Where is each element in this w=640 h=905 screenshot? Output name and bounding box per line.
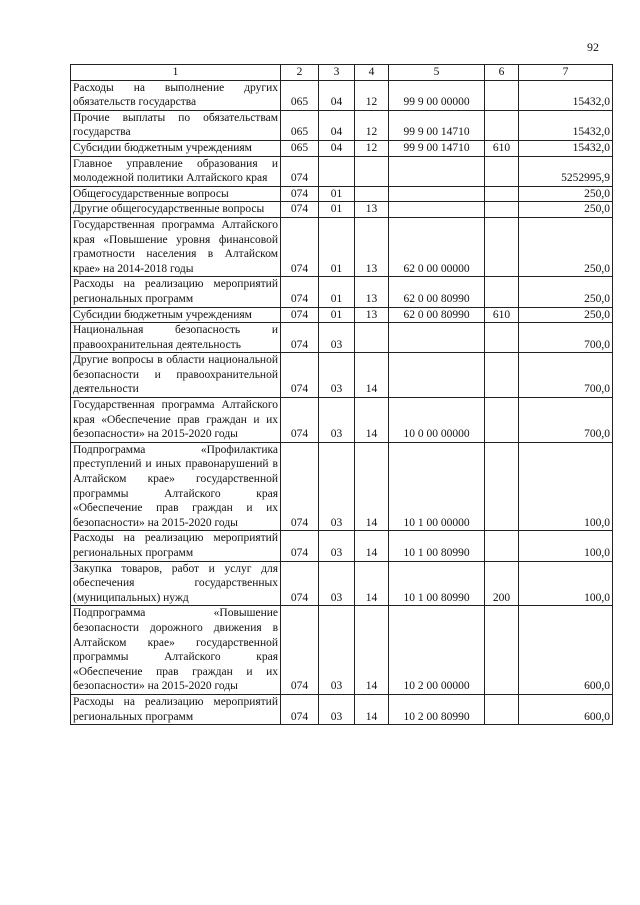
target-article-cell: 99 9 00 00000 (389, 80, 485, 110)
target-article-cell: 62 0 00 80990 (389, 277, 485, 307)
subsection-code-cell: 13 (355, 307, 389, 323)
row-name-cell: Субсидии бюджетным учреждениям (71, 140, 281, 156)
expense-type-cell (485, 277, 519, 307)
amount-cell: 250,0 (519, 277, 613, 307)
target-article-cell: 10 1 00 80990 (389, 531, 485, 561)
column-header: 1 (71, 65, 281, 81)
amount-cell: 700,0 (519, 323, 613, 353)
target-article-cell: 99 9 00 14710 (389, 110, 485, 140)
section-code-cell: 03 (319, 531, 355, 561)
subsection-code-cell: 14 (355, 606, 389, 695)
row-name-cell: Государственная программа Алтайского края «Повышение уровня финансовой грамотности населения в Алтайском крае» на 2014-2018 годы (71, 217, 281, 276)
section-code-cell: 01 (319, 186, 355, 202)
subsection-code-cell: 14 (355, 398, 389, 443)
amount-cell: 600,0 (519, 606, 613, 695)
ved-code-cell: 074 (281, 307, 319, 323)
amount-cell: 700,0 (519, 398, 613, 443)
section-code-cell (319, 156, 355, 186)
subsection-code-cell: 14 (355, 353, 389, 398)
column-header: 7 (519, 65, 613, 81)
section-code-cell: 03 (319, 694, 355, 724)
table-row (71, 442, 613, 531)
expense-type-cell (485, 217, 519, 276)
expense-type-cell (485, 442, 519, 531)
section-code-cell: 01 (319, 202, 355, 218)
table-row (71, 398, 613, 443)
section-code-cell: 03 (319, 561, 355, 606)
subsection-code-cell: 14 (355, 442, 389, 531)
ved-code-cell: 074 (281, 277, 319, 307)
budget-table (70, 64, 613, 725)
amount-cell: 15432,0 (519, 110, 613, 140)
section-code-cell: 03 (319, 353, 355, 398)
ved-code-cell: 074 (281, 694, 319, 724)
amount-cell: 250,0 (519, 307, 613, 323)
target-article-cell: 62 0 00 00000 (389, 217, 485, 276)
table-row (71, 323, 613, 353)
subsection-code-cell (355, 186, 389, 202)
page-number: 92 (587, 40, 599, 54)
table-row (71, 277, 613, 307)
column-header: 6 (485, 65, 519, 81)
expense-type-cell (485, 110, 519, 140)
target-article-cell (389, 353, 485, 398)
subsection-code-cell: 14 (355, 531, 389, 561)
row-name-cell: Государственная программа Алтайского края «Обеспечение прав граждан и их безопасности» на 2015-2020 годы (71, 398, 281, 443)
table-row (71, 606, 613, 695)
amount-cell: 5252995,9 (519, 156, 613, 186)
expense-type-cell (485, 80, 519, 110)
expense-type-cell (485, 186, 519, 202)
expense-type-cell (485, 353, 519, 398)
amount-cell: 100,0 (519, 442, 613, 531)
row-name-cell: Главное управление образования и молодежной политики Алтайского края (71, 156, 281, 186)
section-code-cell: 01 (319, 307, 355, 323)
expense-type-cell (485, 156, 519, 186)
expense-type-cell (485, 531, 519, 561)
target-article-cell: 10 0 00 00000 (389, 398, 485, 443)
target-article-cell: 10 2 00 80990 (389, 694, 485, 724)
amount-cell: 100,0 (519, 561, 613, 606)
section-code-cell: 04 (319, 140, 355, 156)
ved-code-cell: 065 (281, 80, 319, 110)
row-name-cell: Расходы на выполнение других обязательств государства (71, 80, 281, 110)
target-article-cell: 10 2 00 00000 (389, 606, 485, 695)
table-row (71, 694, 613, 724)
target-article-cell (389, 156, 485, 186)
target-article-cell (389, 202, 485, 218)
ved-code-cell: 074 (281, 186, 319, 202)
row-name-cell: Расходы на реализацию мероприятий региональных программ (71, 694, 281, 724)
section-code-cell: 01 (319, 277, 355, 307)
subsection-code-cell: 13 (355, 217, 389, 276)
row-name-cell: Другие вопросы в области национальной безопасности и правоохранительной деятельности (71, 353, 281, 398)
table-row (71, 110, 613, 140)
amount-cell: 250,0 (519, 217, 613, 276)
target-article-cell: 10 1 00 00000 (389, 442, 485, 531)
amount-cell: 250,0 (519, 186, 613, 202)
subsection-code-cell: 14 (355, 694, 389, 724)
row-name-cell: Национальная безопасность и правоохранительная деятельность (71, 323, 281, 353)
table-row (71, 140, 613, 156)
amount-cell: 600,0 (519, 694, 613, 724)
ved-code-cell: 065 (281, 140, 319, 156)
column-header: 3 (319, 65, 355, 81)
ved-code-cell: 074 (281, 531, 319, 561)
section-code-cell: 03 (319, 323, 355, 353)
table-row (71, 217, 613, 276)
section-code-cell: 03 (319, 398, 355, 443)
expense-type-cell (485, 202, 519, 218)
row-name-cell: Закупка товаров, работ и услуг для обеспечения государственных (муниципальных) нужд (71, 561, 281, 606)
column-header: 4 (355, 65, 389, 81)
table-header-row (71, 65, 613, 81)
subsection-code-cell: 12 (355, 110, 389, 140)
section-code-cell: 04 (319, 80, 355, 110)
column-header: 5 (389, 65, 485, 81)
ved-code-cell: 074 (281, 217, 319, 276)
row-name-cell: Подпрограмма «Профилактика преступлений и иных правонарушений в Алтайском крае» государственной программы Алтайского края «Обеспечение прав граждан и их безопасности» на 2015-2020 годы (71, 442, 281, 531)
table-row (71, 80, 613, 110)
column-header: 2 (281, 65, 319, 81)
table-row (71, 353, 613, 398)
section-code-cell: 01 (319, 217, 355, 276)
amount-cell: 15432,0 (519, 80, 613, 110)
ved-code-cell: 074 (281, 323, 319, 353)
subsection-code-cell (355, 156, 389, 186)
expense-type-cell: 200 (485, 561, 519, 606)
table-row (71, 186, 613, 202)
table-row (71, 561, 613, 606)
expense-type-cell: 610 (485, 140, 519, 156)
amount-cell: 250,0 (519, 202, 613, 218)
row-name-cell: Общегосударственные вопросы (71, 186, 281, 202)
subsection-code-cell: 12 (355, 140, 389, 156)
ved-code-cell: 074 (281, 156, 319, 186)
ved-code-cell: 074 (281, 398, 319, 443)
subsection-code-cell: 12 (355, 80, 389, 110)
ved-code-cell: 074 (281, 606, 319, 695)
section-code-cell: 03 (319, 606, 355, 695)
subsection-code-cell: 14 (355, 561, 389, 606)
ved-code-cell: 074 (281, 202, 319, 218)
row-name-cell: Прочие выплаты по обязательствам государства (71, 110, 281, 140)
expense-type-cell (485, 398, 519, 443)
row-name-cell: Другие общегосударственные вопросы (71, 202, 281, 218)
section-code-cell: 04 (319, 110, 355, 140)
ved-code-cell: 074 (281, 561, 319, 606)
target-article-cell (389, 323, 485, 353)
table-row (71, 156, 613, 186)
ved-code-cell: 074 (281, 353, 319, 398)
table-row (71, 531, 613, 561)
ved-code-cell: 065 (281, 110, 319, 140)
expense-type-cell (485, 606, 519, 695)
table-row (71, 307, 613, 323)
section-code-cell: 03 (319, 442, 355, 531)
target-article-cell: 99 9 00 14710 (389, 140, 485, 156)
target-article-cell: 62 0 00 80990 (389, 307, 485, 323)
row-name-cell: Расходы на реализацию мероприятий региональных программ (71, 277, 281, 307)
subsection-code-cell: 13 (355, 202, 389, 218)
table-row (71, 202, 613, 218)
amount-cell: 700,0 (519, 353, 613, 398)
expense-type-cell (485, 694, 519, 724)
target-article-cell: 10 1 00 80990 (389, 561, 485, 606)
row-name-cell: Расходы на реализацию мероприятий региональных программ (71, 531, 281, 561)
target-article-cell (389, 186, 485, 202)
ved-code-cell: 074 (281, 442, 319, 531)
expense-type-cell (485, 323, 519, 353)
amount-cell: 15432,0 (519, 140, 613, 156)
row-name-cell: Подпрограмма «Повышение безопасности дорожного движения в Алтайском крае» государственной программы Алтайского края «Обеспечение прав граждан и их безопасности» на 2015-2020 годы (71, 606, 281, 695)
amount-cell: 100,0 (519, 531, 613, 561)
expense-type-cell: 610 (485, 307, 519, 323)
row-name-cell: Субсидии бюджетным учреждениям (71, 307, 281, 323)
subsection-code-cell (355, 323, 389, 353)
subsection-code-cell: 13 (355, 277, 389, 307)
